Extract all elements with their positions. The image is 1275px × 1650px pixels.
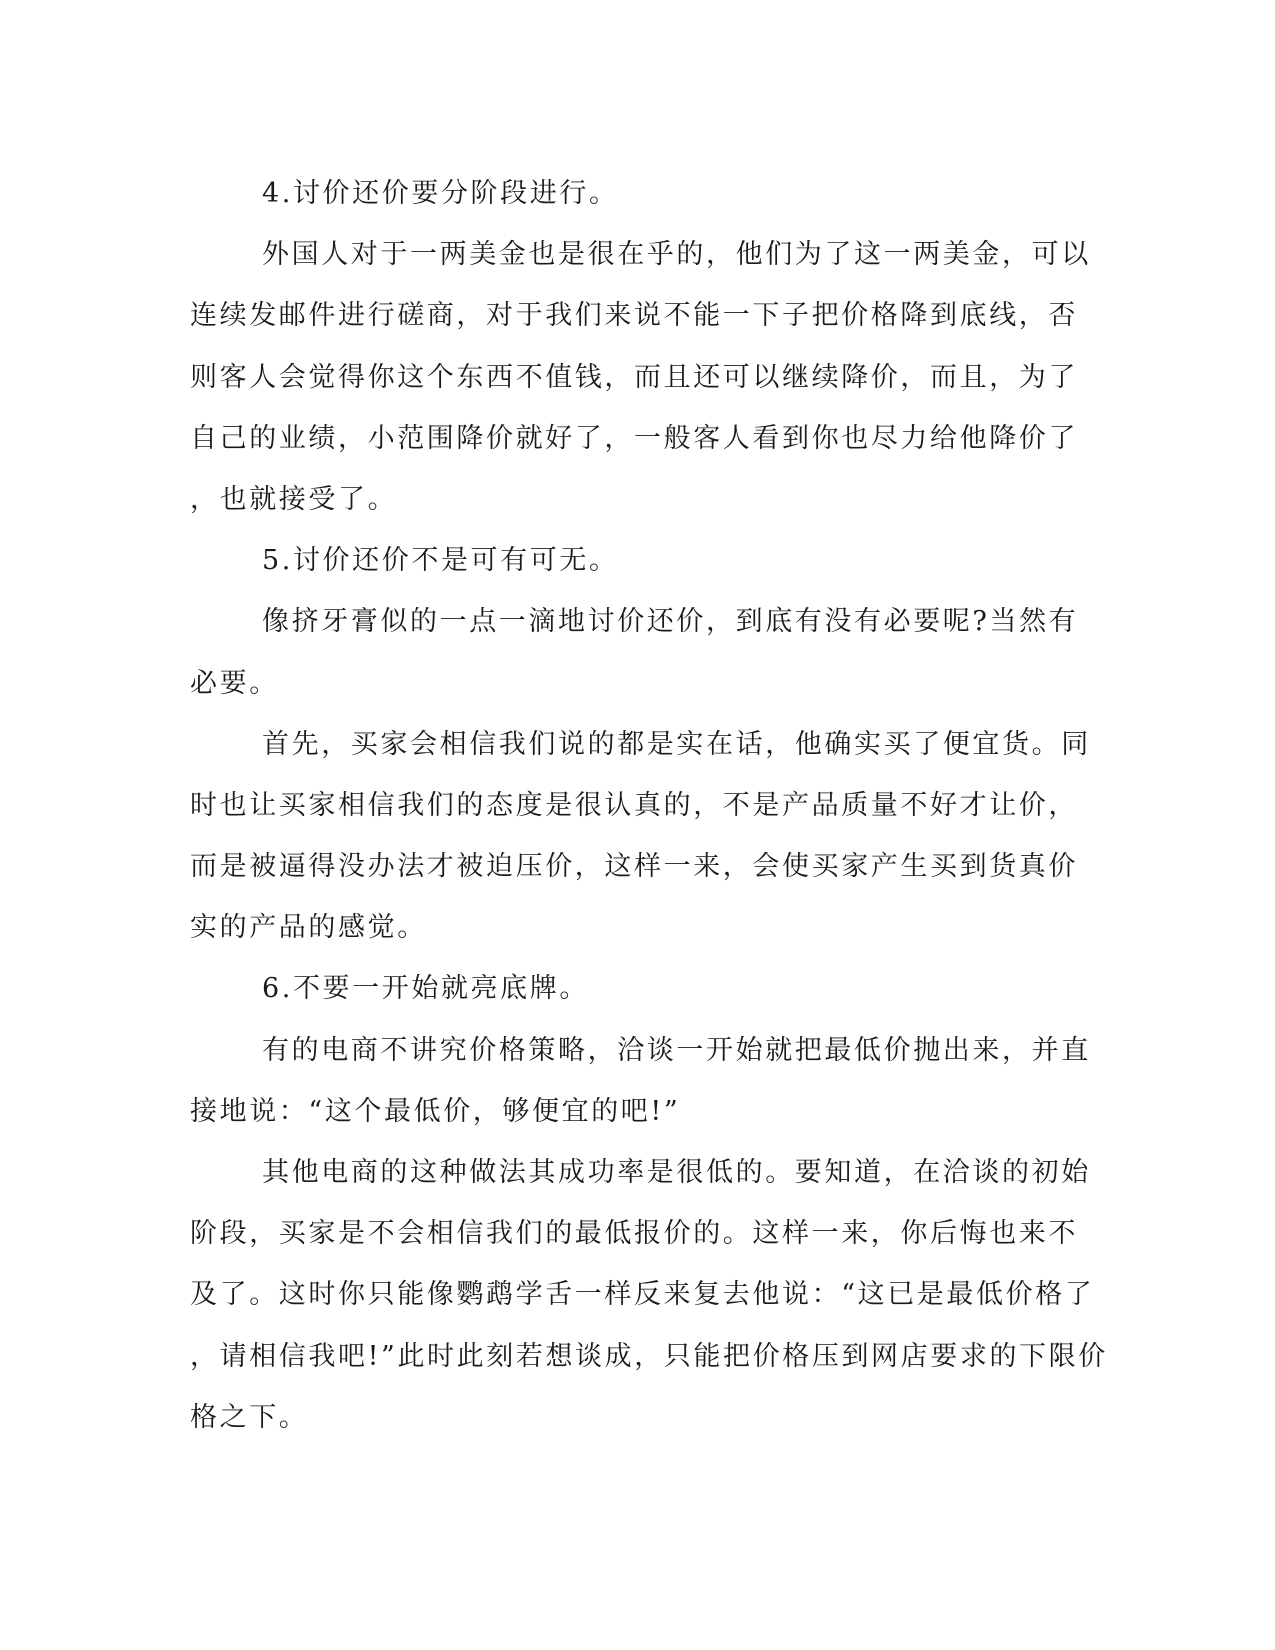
document-body	[190, 163, 1108, 1448]
heading-point-5: 5.讨价还价不是可有可无。	[262, 545, 619, 577]
paragraph-line: 其他电商的这种做法其成功率是很低的。要知道，在洽谈的初始	[262, 1157, 1091, 1188]
paragraph-line: 格之下。	[190, 1401, 309, 1433]
paragraph-line: 接地说：“这个最低价，够便宜的吧!”	[190, 1095, 681, 1127]
paragraph-line: 实的产品的感觉。	[190, 912, 427, 944]
paragraph-line: 像挤牙膏似的一点一滴地讨价还价，到底有没有必要呢?当然有	[262, 606, 1079, 638]
paragraph-line: 及了。这时你只能像鹦鹉学舌一样反来复去他说：“这已是最低价格了	[190, 1279, 1095, 1311]
paragraph-line: 连续发邮件进行磋商，对于我们来说不能一下子把价格降到底线，否	[190, 300, 1078, 332]
paragraph-line: 自己的业绩，小范围降价就好了，一般客人看到你也尽力给他降价了	[190, 422, 1078, 454]
paragraph-line: 时也让买家相信我们的态度是很认真的，不是产品质量不好才让价，	[190, 789, 1078, 821]
paragraph-line: ，请相信我吧!”此时此刻若想谈成，只能把价格压到网店要求的下限价	[190, 1340, 1108, 1372]
paragraph-line: 外国人对于一两美金也是很在乎的，他们为了这一两美金，可以	[262, 239, 1091, 271]
paragraph-line: ，也就接受了。	[190, 483, 398, 515]
paragraph-line: 则客人会觉得你这个东西不值钱，而且还可以继续降价，而且，为了	[190, 361, 1078, 393]
paragraph-line: 首先，买家会相信我们说的都是实在话，他确实买了便宜货。同	[262, 728, 1091, 760]
paragraph-line: 而是被逼得没办法才被迫压价，这样一来，会使买家产生买到货真价	[190, 851, 1078, 883]
heading-point-6: 6.不要一开始就亮底牌。	[262, 973, 589, 1005]
paragraph-line: 必要。	[190, 667, 279, 699]
paragraph-line: 有的电商不讲究价格策略，洽谈一开始就把最低价抛出来，并直	[262, 1034, 1091, 1066]
paragraph-line: 阶段，买家是不会相信我们的最低报价的。这样一来，你后悔也来不	[190, 1218, 1078, 1250]
heading-point-4: 4.讨价还价要分阶段进行。	[262, 178, 619, 209]
